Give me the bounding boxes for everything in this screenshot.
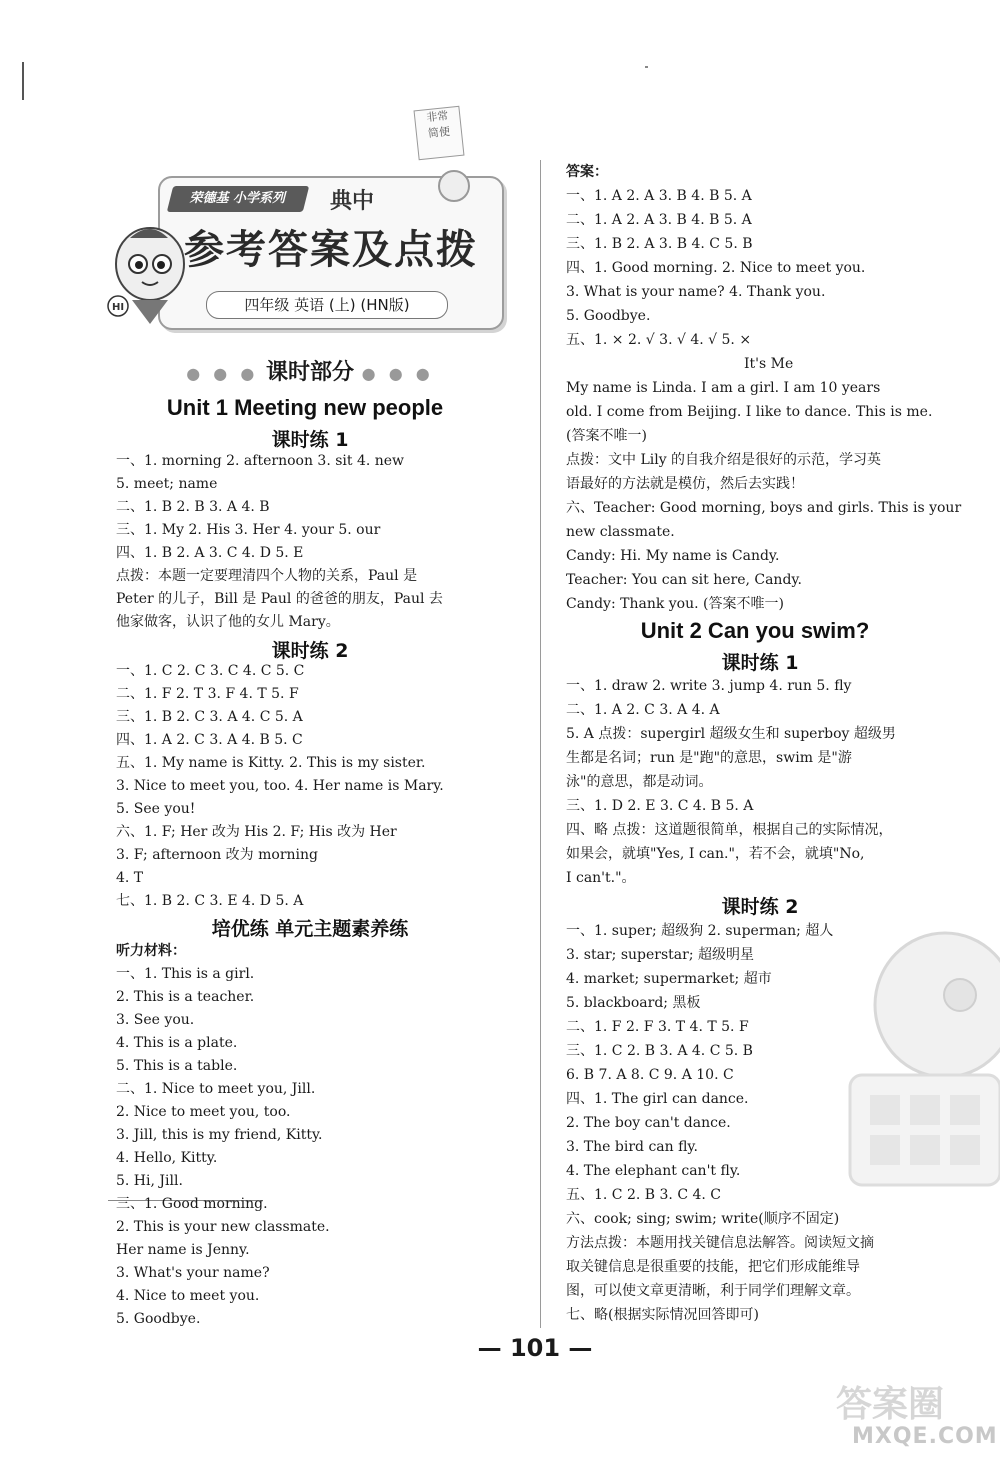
dialogue-line: Candy: Hi. My name is Candy. bbox=[566, 548, 780, 564]
answer-line: 3. F; afternoon 改为 morning bbox=[116, 847, 318, 863]
heading-dots-left: ● ● ● bbox=[186, 364, 259, 383]
page-number: — 101 — bbox=[477, 1334, 593, 1362]
answer-line: 2. The boy can't dance. bbox=[566, 1115, 731, 1131]
answer-line: 4. The elephant can't fly. bbox=[566, 1163, 741, 1179]
unit-2-lesson-2-title: 课时练 2 bbox=[721, 896, 799, 918]
listening-line: 一、1. This is a girl. bbox=[116, 966, 255, 982]
listening-line: Her name is Jenny. bbox=[116, 1242, 250, 1258]
mascot-badge: HI bbox=[111, 302, 125, 313]
answer-line: 4. T bbox=[116, 870, 144, 886]
answer-line: 一、1. super; 超级狗 2. superman; 超人 bbox=[566, 923, 834, 939]
answer-line: 5. meet; name bbox=[116, 476, 218, 492]
sticky-note-line-1: 非常 bbox=[425, 108, 449, 125]
answer-line: 一、1. morning 2. afternoon 3. sit 4. new bbox=[116, 453, 405, 469]
listening-line: 4. Nice to meet you. bbox=[116, 1288, 260, 1304]
hint-line: 5. A 点拨：supergirl 超级女生和 superboy 超级男 bbox=[566, 726, 896, 742]
answer-line: 二、1. A 2. C 3. A 4. A bbox=[566, 702, 720, 718]
answer-line: 5. blackboard; 黑板 bbox=[566, 995, 701, 1011]
answer-line: 二、1. A 2. A 3. B 4. B 5. A bbox=[566, 212, 752, 228]
unit-1-lesson-2-title: 课时练 2 bbox=[271, 640, 349, 662]
sticky-note-line-2: 简便 bbox=[427, 124, 451, 141]
pin-icon bbox=[438, 170, 470, 202]
answer-line: 4. market; supermarket; 超市 bbox=[566, 971, 772, 987]
answer-line: 三、1. B 2. A 3. B 4. C 5. B bbox=[566, 236, 753, 252]
listening-label: 听力材料： bbox=[116, 943, 186, 959]
scan-speck bbox=[645, 66, 648, 68]
answer-line: 六、1. F; Her 改为 His 2. F; His 改为 Her bbox=[116, 824, 397, 840]
dialogue-line: new classmate. bbox=[566, 524, 675, 540]
answer-line: 四、1. The girl can dance. bbox=[566, 1091, 749, 1107]
answer-line: 四、1. B 2. A 3. C 4. D 5. E bbox=[116, 545, 304, 561]
hint-line: 如果会，就填"Yes, I can."，若不会，就填"No, bbox=[566, 846, 865, 862]
brand-logo: 荣德基 小学系列 bbox=[167, 186, 309, 212]
answers-label: 答案： bbox=[566, 164, 608, 180]
hint-line: 生都是名词；run 是"跑"的意思，swim 是"游 bbox=[566, 750, 852, 766]
answer-line: 四、1. Good morning. 2. Nice to meet you. bbox=[566, 260, 866, 276]
hint-line: 点拨：本题一定要理清四个人物的关系，Paul 是 bbox=[116, 568, 418, 584]
answer-line: 四、1. A 2. C 3. A 4. B 5. C bbox=[116, 732, 303, 748]
answer-line: 一、1. A 2. A 3. B 4. B 5. A bbox=[566, 188, 752, 204]
hint-line: 泳"的意思，都是动词。 bbox=[566, 774, 713, 790]
hint-line: 语最好的方法就是模仿，然后去实践！ bbox=[566, 476, 804, 492]
unit-2-lesson-1-title: 课时练 1 bbox=[721, 652, 799, 674]
answer-line: 二、1. B 2. B 3. A 4. B bbox=[116, 499, 270, 515]
banner-title: 参考答案及点拨 bbox=[184, 227, 478, 273]
sticky-note-decoration bbox=[414, 106, 465, 161]
answer-line: 一、1. draw 2. write 3. jump 4. run 5. fly bbox=[566, 678, 852, 694]
hint-line: Peter 的儿子，Bill 是 Paul 的爸爸的朋友，Paul 去 bbox=[116, 591, 443, 607]
listening-line: 4. Hello, Kitty. bbox=[116, 1150, 218, 1166]
series-mark: 典中 bbox=[330, 189, 375, 214]
unit-2-title: Unit 2 Can you swim? bbox=[640, 618, 870, 643]
answer-line: 三、1. D 2. E 3. C 4. B 5. A bbox=[566, 798, 754, 814]
answer-line: 三、1. My 2. His 3. Her 4. your 5. our bbox=[116, 522, 381, 538]
answer-line: 二、1. F 2. T 3. F 4. T 5. F bbox=[116, 686, 299, 702]
heading-dots-right: ● ● ● bbox=[361, 364, 434, 383]
unit-1-title: Unit 1 Meeting new people bbox=[166, 395, 444, 420]
column-divider bbox=[540, 160, 541, 1328]
answer-line: 3. The bird can fly. bbox=[566, 1139, 698, 1155]
answer-line: 五、1. C 2. B 3. C 4. C bbox=[566, 1187, 722, 1203]
dialogue-line: Teacher: You can sit here, Candy. bbox=[566, 572, 802, 588]
watermark-logo-text: 答案圈 bbox=[835, 1384, 945, 1425]
hint-line: 点拨：文中 Lily 的自我介绍是很好的示范，学习英 bbox=[566, 452, 882, 468]
unit-1-lesson-1-title: 课时练 1 bbox=[271, 429, 349, 451]
watermark-logo-icon bbox=[800, 1378, 980, 1426]
grade-label: 四年级 英语 (上) (HN版) bbox=[206, 291, 448, 319]
answer-line: 七、略(根据实际情况回答即可) bbox=[566, 1307, 759, 1323]
answer-line: 3. Nice to meet you, too. 4. Her name is Mary. bbox=[116, 778, 444, 794]
listening-line: 4. This is a plate. bbox=[116, 1035, 238, 1051]
answer-line: 二、1. F 2. F 3. T 4. T 5. F bbox=[566, 1019, 749, 1035]
scan-edge-mark bbox=[22, 62, 24, 100]
peiyou-title: 培优练 单元主题素养练 bbox=[211, 918, 409, 940]
dialogue-line: Candy: Thank you. (答案不唯一) bbox=[566, 596, 784, 612]
essay-line: old. I come from Beijing. I like to dance. This is me. bbox=[566, 404, 933, 420]
answer-line: 3. star; superstar; 超级明星 bbox=[566, 947, 754, 963]
section-heading bbox=[170, 355, 450, 386]
answer-line: 5. See you! bbox=[116, 801, 196, 817]
listening-line: 3. What's your name? bbox=[116, 1265, 270, 1281]
essay-title: It's Me bbox=[744, 356, 794, 372]
hint-line: 取关键信息是很重要的技能，把它们形成能维导 bbox=[566, 1259, 860, 1275]
dialogue-line: 六、Teacher: Good morning, boys and girls. This is your bbox=[566, 500, 962, 516]
answer-line: 五、1. My name is Kitty. 2. This is my sister. bbox=[116, 755, 426, 771]
hint-line: 他家做客，认识了他的女儿 Mary。 bbox=[116, 614, 340, 630]
watermark-site: MXQE.COM bbox=[852, 1424, 998, 1449]
listening-line: 5. Goodbye. bbox=[116, 1311, 201, 1327]
listening-line: 三、1. Good morning. bbox=[116, 1196, 268, 1212]
answer-line: 一、1. C 2. C 3. C 4. C 5. C bbox=[116, 663, 305, 679]
hint-line: 四、略 点拨：这道题很简单，根据自己的实际情况， bbox=[566, 822, 893, 838]
answer-line: 七、1. B 2. C 3. E 4. D 5. A bbox=[116, 893, 304, 909]
answer-line: 5. Goodbye. bbox=[566, 308, 651, 324]
answer-line: 三、1. C 2. B 3. A 4. C 5. B bbox=[566, 1043, 753, 1059]
listening-line: 二、1. Nice to meet you, Jill. bbox=[116, 1081, 316, 1097]
essay-line: (答案不唯一) bbox=[566, 428, 647, 444]
mascot-icon bbox=[106, 224, 190, 334]
listening-line: 2. This is a teacher. bbox=[116, 989, 255, 1005]
answer-line: 三、1. B 2. C 3. A 4. C 5. A bbox=[116, 709, 303, 725]
listening-line: 2. This is your new classmate. bbox=[116, 1219, 330, 1235]
answer-line: 六、cook; sing; swim; write(顺序不固定) bbox=[566, 1211, 840, 1227]
answer-line: 3. What is your name? 4. Thank you. bbox=[566, 284, 826, 300]
section-title: 课时部分 bbox=[265, 360, 354, 385]
answer-line: 五、1. × 2. √ 3. √ 4. √ 5. × bbox=[566, 332, 752, 348]
listening-line: 2. Nice to meet you, too. bbox=[116, 1104, 291, 1120]
faded-mascot-icon bbox=[810, 925, 1000, 1255]
listening-line: 5. Hi, Jill. bbox=[116, 1173, 183, 1189]
hint-line: 图，可以使文章更清晰，利于同学们理解文章。 bbox=[566, 1283, 860, 1299]
essay-line: My name is Linda. I am a girl. I am 10 years bbox=[566, 380, 881, 396]
listening-line: 5. This is a table. bbox=[116, 1058, 238, 1074]
hint-line: I can't."。 bbox=[566, 870, 636, 886]
listening-line: 3. Jill, this is my friend, Kitty. bbox=[116, 1127, 323, 1143]
hint-line: 方法点拨：本题用找关键信息法解答。阅读短文摘 bbox=[566, 1235, 874, 1251]
listening-line: 3. See you. bbox=[116, 1012, 195, 1028]
answer-line: 6. B 7. A 8. C 9. A 10. C bbox=[566, 1067, 734, 1083]
